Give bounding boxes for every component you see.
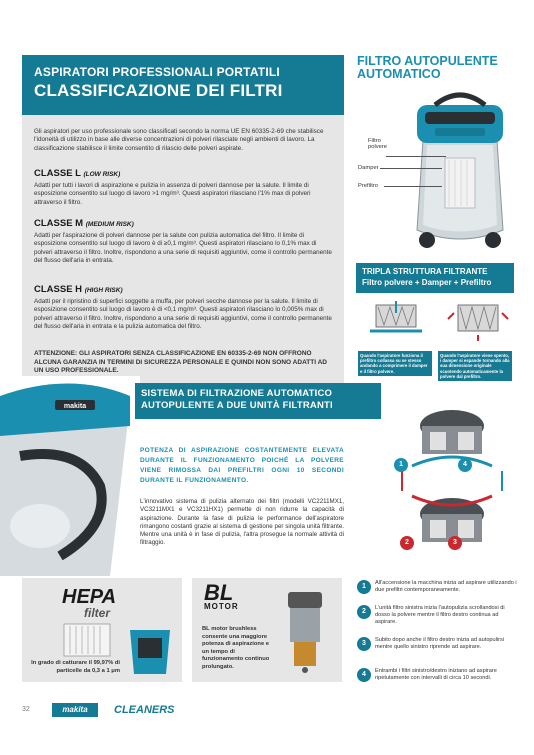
twin-filter-vacuum-illustration: [0, 376, 140, 576]
callout-line: [380, 168, 442, 169]
hepa-brand: HEPA: [62, 586, 117, 608]
class-m-title: [34, 218, 134, 231]
twin-filter-lead: POTENZA DI ASPIRAZIONE COSTANTEMENTE ELEVATA DURANTE IL FUNZIONAMENTO POICHÉ LA POLVERE VIENE RIMOSSA DAI PREFILTRI OGNI 10 SECONDI DURANTE IL FUNZIONAMENTO.: [140, 447, 344, 484]
vacuum-cleaner-illustration: [405, 80, 515, 260]
triple-structure-banner: [356, 263, 514, 293]
diagram-step-4: 4: [458, 458, 472, 472]
callout-prefiltro: Prefiltro: [358, 183, 378, 189]
step-text: L'unità filtro sinistra inizia l'autopulizia scrollandosi di dosso la polvere mentre il filtro destro continua ad aspirare.: [375, 605, 505, 625]
class-m-risk: (MEDIUM RISK): [85, 221, 134, 228]
step-number: 1: [357, 580, 371, 594]
page-number: 32: [22, 706, 30, 713]
svg-text:makita: makita: [63, 403, 87, 410]
triple-subtitle: Filtro polvere + Damper + Prefiltro: [362, 278, 492, 287]
diagram-step-1: 1: [394, 458, 408, 472]
twin-filter-banner: [135, 383, 381, 419]
warning-text: ATTENZIONE: GLI ASPIRATORI SENZA CLASSIFICAZIONE EN 60335-2-69 NON OFFRONO ALCUNA GARANZIA IN TERMINI DI SICUREZZA PERSONALE E QUINDI NON SONO ADATTI AD UN USO PROFESSIONALE.: [34, 350, 327, 374]
class-h-title: [34, 284, 123, 297]
callout-line: [386, 156, 446, 157]
hepa-vacuum-image: [124, 620, 176, 676]
class-l-title: [34, 168, 120, 181]
step-number: 4: [357, 668, 371, 682]
step-number: 3: [357, 637, 371, 651]
class-m-text: Adatti per l'aspirazione di polveri dannose per la salute con pulizia automatica del filtro. Il limite di esposizione consentito sul luogo di lavoro è di ≥0,1 mg/m³. Questi aspiratori rilasciano lo 0,1% max di polveri attraverso il filtro. Inoltre, rispondono a una serie di requisiti aggiuntivi, come il controllo permanente del flusso dell'aria in entrata.: [34, 232, 332, 264]
diagram-step-3: 3: [448, 536, 462, 550]
step-text: Subito dopo anche il filtro destro inizia ad autopulirsi mentre quello sinistro riprende ad aspirare.: [375, 637, 505, 650]
callout-damper: Damper: [358, 165, 379, 171]
class-l-risk: (LOW RISK): [83, 171, 121, 178]
callout-line: [384, 186, 442, 187]
step-text: All'accensione la macchina inizia ad aspirare utilizzando i due prefiltri contemporaneamente.: [375, 580, 517, 593]
bl-caption: BL motor brushless consente una maggiore potenza di aspirazione e un tempo di funzionamento continuo prolungato.: [202, 626, 270, 670]
header-line1: ASPIRATORI PROFESSIONALI PORTATILI: [34, 65, 280, 79]
step-text: Entrambi i filtri sinistro/destro iniziano ad aspirare ripetutamente con intervalli di circa 10 secondi.: [375, 668, 497, 681]
class-l-text: Adatti per tutti i lavori di aspirazione e pulizia in assenza di polveri dannose per la salute. Il limite di esposizione consentito sul luogo di lavoro >1 mg/m³. Questi aspiratori rilasciano l'1% max di polveri attraverso il filtro.: [34, 182, 311, 206]
class-h-name: CLASSE H: [34, 284, 83, 295]
hepa-brand-sub: filter: [84, 606, 111, 620]
twin-filter-title-line1: SISTEMA DI FILTRAZIONE AUTOMATICO: [141, 388, 333, 399]
class-h-risk: (HIGH RISK): [84, 287, 123, 294]
footer-section-title: CLEANERS: [114, 704, 175, 716]
section-header: [22, 55, 344, 115]
autoclean-title: [357, 55, 517, 81]
class-m-name: CLASSE M: [34, 218, 84, 229]
classification-panel: [22, 115, 344, 402]
hepa-filter-box: [22, 578, 182, 682]
filter-expanded-illustration: [446, 299, 510, 341]
step-number: 2: [357, 605, 371, 619]
bl-brand-sub: MOTOR: [204, 602, 239, 611]
makita-logo: makita: [52, 703, 98, 717]
intro-text: Gli aspiratori per uso professionale sono classificati secondo la norma UE EN 60335-2-69 che stabilisce l'idoneità di utilizzo in base alle diverse concentrazioni di polveri rilasciate negli ambienti di lavoro. La classificazione stabilisce il limite consentito di rilascio delle polveri aspirate.: [34, 128, 324, 152]
bl-motor-box: [192, 578, 342, 682]
autoclean-title-line2: AUTOMATICO: [357, 67, 441, 81]
header-line2: CLASSIFICAZIONE DEI FILTRI: [34, 81, 283, 100]
triple-title: TRIPLA STRUTTURA FILTRANTE: [362, 267, 488, 276]
filter-compressed-illustration: [364, 299, 428, 341]
hepa-filter-image: [62, 622, 112, 658]
caption-right: Quando l'aspiratore viene spento, i damper si espande tornando alla sua dimensione originale scuotendo automaticamente la polvere dal prefiltro.: [438, 351, 512, 381]
callout-filtro-polvere: Filtro polvere: [368, 138, 388, 150]
caption-left: Quando l'aspiratore funziona il prefiltro collassa su se stesso andando a comprimere il damper e il filtro polvere.: [358, 351, 432, 376]
bl-motor-image: [278, 588, 332, 674]
class-h-text: Adatti per il ripristino di superfici soggette a muffa, per polveri secche dannose per la salute. Il limite di esposizione consentito sul luogo di lavoro è di <0,1 mg/m³. Questi aspiratori rilasciano lo 0,005% max di polveri attraverso il filtro. Inoltre, rispondono a una serie di requisiti aggiuntivi, come il controllo permanente del flusso dell'aria in entrata e la pulizia automatica del filtro.: [34, 298, 332, 330]
bl-brand: BL: [204, 580, 234, 605]
hepa-caption: In grado di catturare il 99,97% di particelle da 0,3 a 1 μm: [31, 660, 120, 674]
class-l-name: CLASSE L: [34, 168, 81, 179]
diagram-step-2: 2: [400, 536, 414, 550]
twin-filter-body: L'innovativo sistema di pulizia alternato dei filtri (modelli VC2211MX1, VC3211MX1 e VC3211HX1) permette di non ridurre la capacità di aspirazione. Durante la fase di pulizia le performance dell'aspiratore rimangono costanti grazie al sistema di gestione per singola unità filtrante. Mentre una unità è in fase di pulizia, l'altra prosegue la normale attività di filtraggio.: [140, 498, 344, 547]
twin-filter-title-line2: AUTOPULENTE A DUE UNITÀ FILTRANTI: [141, 400, 333, 411]
autoclean-title-line1: FILTRO AUTOPULENTE: [357, 54, 498, 68]
